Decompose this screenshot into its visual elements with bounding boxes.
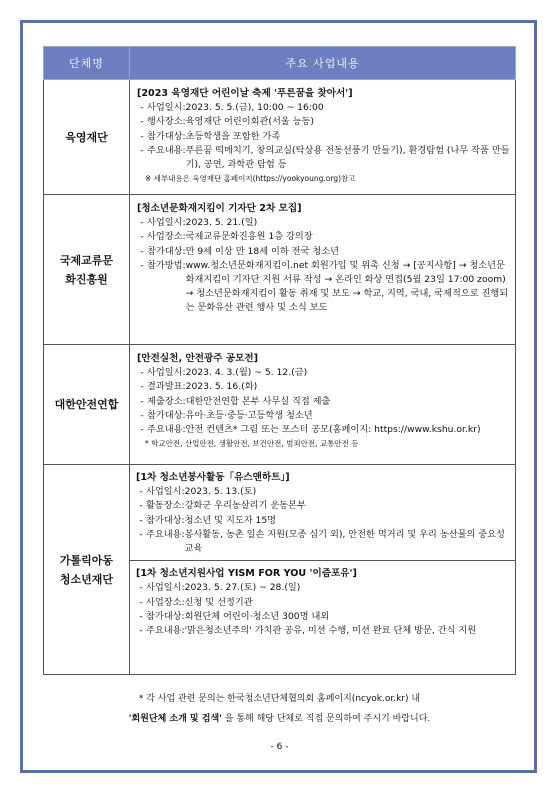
list-item: - 결과발표: 2023. 5. 16.(화) xyxy=(140,381,258,393)
list-item: - 참가대상: 만 9세 이상 만 18세 이하 전국 청소년 xyxy=(140,245,339,257)
program-title: [2023 육영재단 어린이날 축제 '푸른꿈을 찾아서'] xyxy=(137,88,353,99)
header-org: 단체명 xyxy=(44,47,130,80)
page-number: - 6 - xyxy=(270,742,289,752)
list-item: - 사업일시: 2023. 4. 3.(월) ~ 5. 12.(금) xyxy=(140,367,308,379)
list-item: - 사업장소: 국제교류문화진흥원 1층 강의장 xyxy=(140,231,313,243)
table-row xyxy=(44,195,516,345)
list-item: - 참가방법: www.청소년문화재지킴이.net 회원가입 및 위촉 신청 → [공지사항] → 청소년문화재지킴이 기자단 지원 서류 작성 → 온라인 화상 면접(5월 23일 17:00 zoom) → 청소년문화재지킴이 활동 취재 및 보도 → 학교, 지역, 국내, 국제적으로 진행되는 문화유산 관련 행사 및 소식 보도 xyxy=(140,259,509,314)
list-item: - 주요내용: 봉사활동, 농촌 일손 지원(모종 심기 외), 안전한 먹거리 및 우리 농산물의 중요성 교육 xyxy=(139,528,505,555)
table-header xyxy=(44,47,516,80)
table-row xyxy=(44,465,516,675)
row-content xyxy=(130,345,516,465)
list-item: - 활동장소: 강화군 우리농살리기 운동본부 xyxy=(139,500,306,512)
row-content xyxy=(130,195,516,345)
table-row xyxy=(44,345,516,465)
program-table xyxy=(43,46,516,675)
list-item: - 참가대상: 회원단체 어린이·청소년 300명 내외 xyxy=(139,610,330,622)
list-item: - 사업일시: 2023. 5. 5.(금), 10:00 ~ 16:00 xyxy=(140,102,324,114)
list-item: - 주요내용: 푸른꿈 떡메치기, 창의교실(탁상용 전동선풍기 만들기), 환경탐험 (나무 작품 만들기), 공연, 과학관 탐험 등 xyxy=(140,144,510,171)
list-item: - 참가대상: 유아·초등·중등·고등학생 청소년 xyxy=(140,409,313,421)
list-item: - 참가대상: 청소년 및 지도자 15명 xyxy=(139,514,277,526)
footer-rest: 을 통해 해당 단체로 직접 문의하여 주시기 바랍니다. xyxy=(221,714,431,724)
row-content xyxy=(130,465,516,675)
header-content: 주요 사업내용 xyxy=(130,47,516,80)
program-title: [1차 청소년봉사활동「유스앤하트」] xyxy=(136,472,290,483)
list-item: - 주요내용: 안전 컨텐츠* 그림 또는 포스터 공모(홈페이지: https://www.kshu.or.kr) xyxy=(140,424,481,436)
list-item: - 사업장소: 신청 및 선정기관 xyxy=(139,596,253,608)
note-text: ※ 세부내용은 육영재단 홈페이지(https://yookyoung.org)참고 xyxy=(145,174,356,184)
list-item: - 사업일시: 2023. 5. 27.(토) ~ 28.(일) xyxy=(139,582,301,594)
org-name: 국제교류문 화진흥원 xyxy=(44,195,130,345)
footer-note: * 각 사업 관련 문의는 한국청소년단체협의회 홈페이지(ncyok.or.kr) 내 xyxy=(138,694,421,704)
note-text: * 학교안전, 산업안전, 생활안전, 보건안전, 범죄안전, 교통안전 등 xyxy=(145,439,359,449)
org-name: 대한안전연합 xyxy=(44,345,130,465)
footer-bold: '회원단체 소개 및 검색' xyxy=(128,714,222,724)
program-title: [1차 청소년지원사업 YISM FOR YOU '이즘포유'] xyxy=(136,568,357,580)
list-item: - 사업일시: 2023. 5. 13.(토) xyxy=(139,486,257,498)
org-name: 가톨릭아동 청소년재단 xyxy=(44,465,130,675)
row-content xyxy=(130,80,516,195)
table-row xyxy=(44,80,516,195)
org-name: 육영재단 xyxy=(44,80,130,195)
list-item: - 제출장소: 대한안전연합 본부 사무실 직접 제출 xyxy=(140,395,331,407)
list-item: - 참가대상: 초등학생을 포함한 가족 xyxy=(140,130,281,142)
list-item: - 사업일시: 2023. 5. 21.(일) xyxy=(140,217,258,229)
footer-note-2 xyxy=(0,711,559,724)
list-item: - 주요내용: '맑은청소년주의' 가치관 공유, 미션 수행, 미션 완료 단체 방문, 간식 지원 xyxy=(139,625,477,637)
program-title: [안전실천, 안전광주 공모전] xyxy=(137,353,259,364)
list-item: - 행사장소: 육영재단 어린이회관(서울 능동) xyxy=(140,116,314,128)
program-title: [청소년문화재지킴이 기자단 2차 모집] xyxy=(137,203,302,214)
